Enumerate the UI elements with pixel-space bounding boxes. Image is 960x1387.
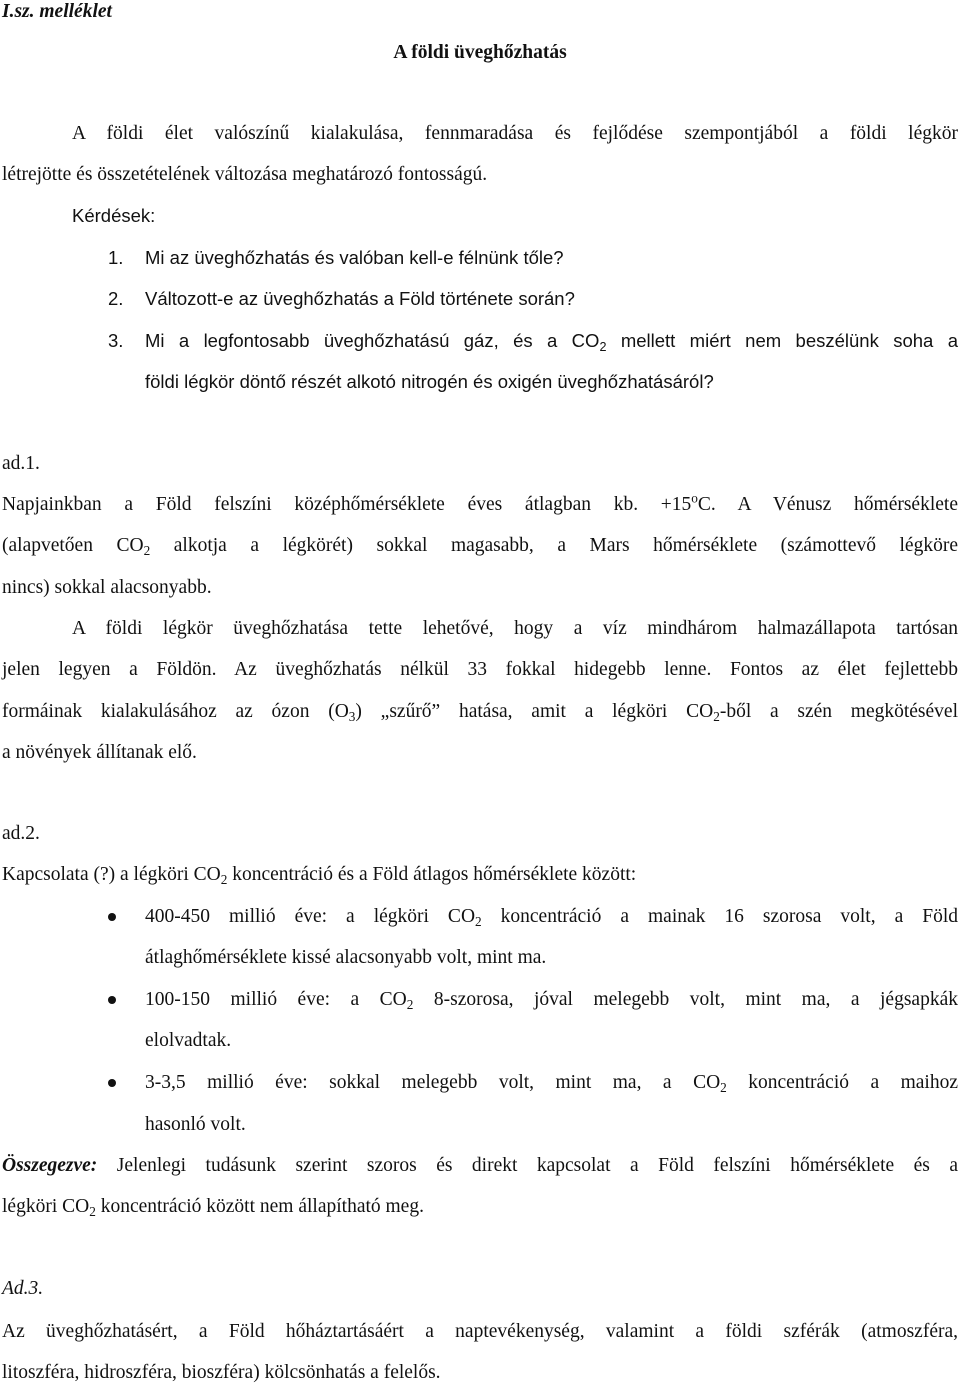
ad1-p1-line-1: Napjainkban a Föld felszíni középhőmérséklete éves átlagban kb. $+15^oC$. A Vénusz hőmérséklete [2,490,958,515]
ad3-line-2: litoszféra, hidroszféra, bioszféra) kölcsönhatás a felelős. [2,1362,441,1383]
ad3-label: Ad.3. [2,1278,44,1299]
ad1-p1-line-2: (alapvetően $CO_2$ alkotja a légkörét) sokkal magasabb, a Mars hőmérséklete (számottevő légköre [2,535,958,558]
bullet-2-line-1: 100-150 millió éve: a $CO_2$ 8-szorosa, jóval melegebb volt, mint ma, a jégsapkák [145,989,958,1012]
ad1-p2-line-2: jelen legyen a Földön. Az üveghőzhatás nélkül 33 fokkal hidegebb lenne. Fontos az élet fejlettebb [2,659,958,680]
bullet-2-line-2: elolvadtak. [145,1030,232,1051]
bullet-3-line-1: 3-3,5 millió éve: sokkal melegebb volt, mint ma, a $CO_2$ koncentráció a maihoz [145,1072,958,1095]
bullet-1-line-2: átlaghőmérséklete kissé alacsonyabb volt, mint ma. [145,947,547,968]
intro-line-1: A földi élet valószínű kialakulása, fennmaradása és fejlődése szempontjából a földi légkör [72,123,958,144]
ad3-line-1: Az üveghőzhatásért, a Föld hőháztartásáért a naptevékenység, valamint a földi szférák (atmoszféra, [2,1321,958,1342]
question-3-line-2: földi légkör döntő részét alkotó nitrogén és oxigén üveghőzhatásáról? [145,371,714,392]
annex-label: I.sz. melléklet [2,1,112,22]
bullet-3-line-2: hasonló volt. [145,1114,246,1135]
page-title: A földi üveghőzhatás [393,42,567,63]
intro-line-2: létrejötte és összetételének változása meghatározó fontosságú. [2,164,488,185]
ad2-intro: Kapcsolata (?) a légköri $CO_2$ koncentráció és a Föld átlagos hőmérséklete között: [2,864,637,887]
question-2-number: 2. [108,288,124,309]
bullet-1-line-1: 400-450 millió éve: a légköri $CO_2$ koncentráció a mainak 16 szorosa volt, a Föld [145,906,958,929]
ad1-p2-line-4: a növények állítanak elő. [2,742,197,763]
question-1-text: Mi az üveghőzhatás és valóban kell-e félnünk tőle? [145,247,564,268]
question-3-number: 3. [108,330,124,351]
ad2-label: ad.2. [2,823,40,844]
question-2-text: Változott-e az üveghőzhatás a Föld története során? [145,288,575,309]
summary-label: Összegezve: [2,1155,98,1176]
question-3-line-1: Mi a legfontosabb üveghőzhatású gáz, és a $CO_2$ mellett miért nem beszélünk soha a [145,330,958,354]
ad1-p2-line-3: formáinak kialakulásához az ózon $(O_3)$ „szűrő” hatása, amit a légköri $CO_2$-ből a szén megkötésével [2,701,959,724]
ad1-label: ad.1. [2,453,40,474]
summary-line-1: Összegezve: Jelenlegi tudásunk szerint szoros és direkt kapcsolat a Föld felszíni hőmérséklete és a [2,1155,958,1176]
summary-line-2: légköri $CO_2$ koncentráció között nem állapítható meg. [2,1196,424,1219]
question-1-number: 1. [108,247,124,268]
bullet-1-marker [108,913,116,921]
ad1-p2-line-1: A földi légkör üveghőzhatása tette lehetővé, hogy a víz mindhárom halmazállapota tartósan [72,618,958,639]
bullet-2-marker [108,996,116,1004]
ad1-p1-line-3: nincs) sokkal alacsonyabb. [2,577,212,598]
bullet-3-marker [108,1079,116,1087]
questions-heading: Kérdések: [72,205,156,226]
